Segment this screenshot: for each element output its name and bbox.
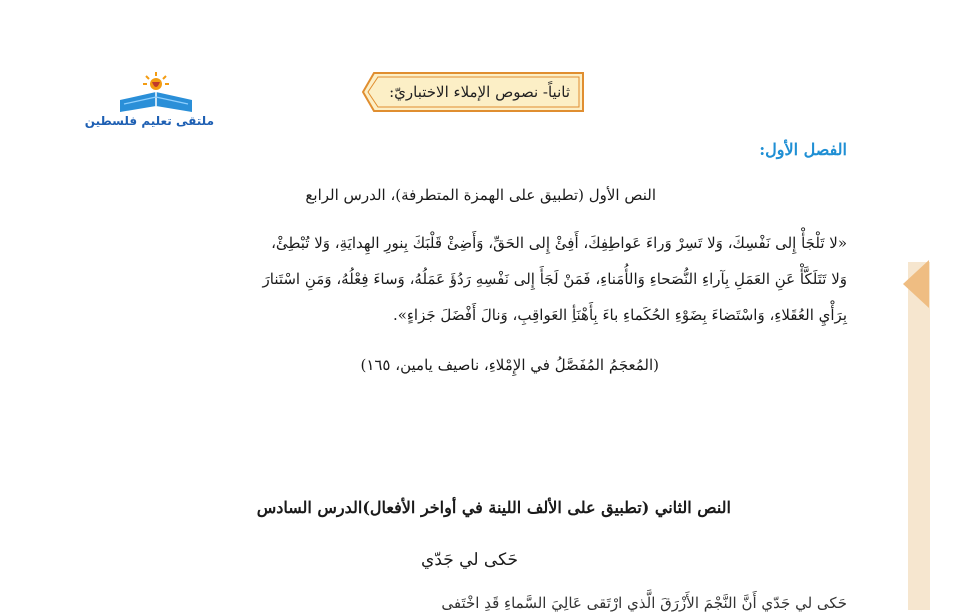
logo-text: ملتقى تعليم فلسطين bbox=[84, 114, 214, 128]
poem-title: حَكى لي جَدّي bbox=[421, 550, 518, 570]
text1-line: بِرَأْيِ العُقَلاءِ، وَاسْتَضاءَ بِضَوْءِ الحُكَماءِ باءَ بِأَهْنَأِ العَواقِبِ، وَنالَ أَفْضَلَ جَزاءٍ». bbox=[392, 306, 847, 324]
section-badge-label: ثانياً- نصوص الإملاء الاختباريّ: bbox=[389, 83, 570, 101]
book-sun-icon bbox=[116, 70, 196, 116]
site-logo bbox=[84, 70, 216, 132]
chapter-heading: الفصل الأول: bbox=[759, 140, 847, 159]
text2-title: النص الثاني (تطبيق على الألف اللينة في أواخر الأفعال)الدرس السادس bbox=[256, 498, 731, 517]
text1-line: «لا تَلْجَأْ إِلى نَفْسِكَ، وَلا تَسِرْ وَراءَ عَواطِفِكَ، أَفِئْ إِلى الحَقِّ، وَأَضِئْ قَلْبَكَ بِنورِ الهِدايَةِ، وَلا تُبْطِئْ، bbox=[271, 234, 847, 252]
text1-title: النص الأول (تطبيق على الهمزة المتطرفة)، الدرس الرابع bbox=[305, 186, 656, 204]
text1-source: (المُعجَمُ المُفَصَّلُ في الإِمْلاءِ، ناصيف يامين، ١٦٥) bbox=[360, 356, 659, 374]
text1-line: وَلا تَتَلَكَّأْ عَنِ العَمَلِ بِآراءِ النُّصَحاءِ وَالأُمَناءِ، فَمَنْ لَجَأَ إِلى نَفْسِهِ رَدُؤَ عَمَلُهُ، وَساءَ فِعْلُهُ، وَمَنِ اسْتَنارَ bbox=[262, 270, 847, 288]
side-decoration-bar bbox=[908, 262, 930, 610]
side-decoration-tab bbox=[903, 260, 929, 308]
text2-partial-line: حَكى لي جَدّي أَنَّ النَّجْمَ الأَزْرَقَ الَّذي ارْتَقى عَالِيَ السَّماءِ قَدِ اخْتَفى bbox=[441, 594, 847, 612]
